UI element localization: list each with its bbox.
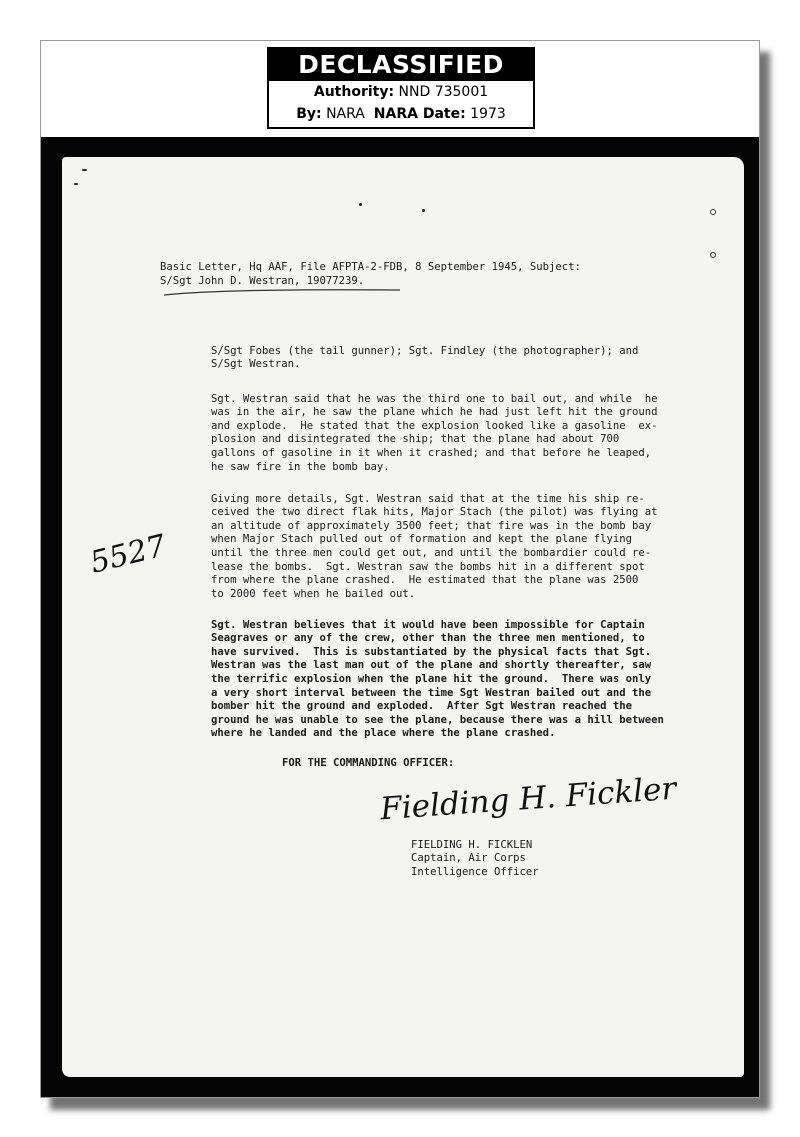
signature-block — [360, 825, 539, 893]
document-frame — [40, 40, 760, 1098]
signer-name: FIELDING H. FICKLEN — [411, 838, 533, 851]
paragraph-line: where he landed and the place where the plane crashed. — [211, 727, 556, 740]
paragraph-line: have survived. This is substantiated by the physical facts that Sgt. — [211, 645, 652, 658]
paragraph-line: he saw fire in the bomb bay. — [211, 460, 390, 473]
scan-speck — [710, 252, 716, 258]
signer-title: Intelligence Officer — [411, 865, 539, 878]
scan-speck — [74, 183, 78, 185]
paragraph-line: S/Sgt Westran. — [211, 358, 301, 371]
scan-speck — [422, 209, 425, 212]
paragraph-line: from where the plane crashed. He estimated that the plane was 2500 — [211, 574, 639, 587]
stamp-title: DECLASSIFIED — [269, 49, 533, 81]
stamp-date-value: 1973 — [470, 106, 506, 122]
stamp-authority-label: Authority: — [313, 84, 395, 100]
stamp-by-label: By: — [296, 106, 322, 122]
paragraph-line: Giving more details, Sgt. Westran said that at the time his ship re- — [211, 492, 645, 505]
paragraph-line: to 2000 feet when he bailed out. — [211, 587, 416, 600]
paragraph-line: until the three men could get out, and until the bombardier could re- — [211, 546, 652, 559]
paragraph-line: lease the bombs. Sgt. Westran saw the bombs hit in a different spot — [211, 560, 645, 573]
paragraph-line: Westran was the last man out of the plane and shortly thereafter, saw — [211, 659, 652, 672]
paragraph-line: Sgt. Westran said that he was the third one to bail out, and while he — [211, 392, 658, 405]
stamp-by-line — [269, 103, 533, 125]
closing-line: FOR THE COMMANDING OFFICER: — [282, 757, 455, 769]
paragraph-line: bomber hit the ground and exploded. After Sgt Westran reached the — [211, 700, 632, 713]
stamp-authority-line — [269, 81, 533, 103]
letter-header-line-1: Basic Letter, Hq AAF, File AFPTA-2-FDB, 8 September 1945, Subject: — [160, 261, 581, 273]
typewritten-letter — [62, 157, 744, 1077]
scan-speck — [359, 203, 362, 206]
header-underline — [162, 287, 402, 299]
stamp-authority-value: NND 735001 — [398, 84, 489, 100]
paragraph-line: plosion and disintegrated the ship; that the plane had about 700 — [211, 433, 620, 446]
stamp-date-label: NARA Date: — [373, 106, 466, 122]
paragraph-line: an altitude of approximately 3500 feet; that fire was in the bomb bay — [211, 519, 652, 532]
paragraph-line: a very short interval between the time Sgt Westran bailed out and the — [211, 686, 652, 699]
handwritten-margin-note: 5527 — [86, 528, 170, 581]
paragraph-line: the terrific explosion when the plane hit the ground. There was only — [211, 672, 652, 685]
paragraph-line: ground he was unable to see the plane, because there was a hill between — [211, 713, 664, 726]
paragraph-line: ceived the two direct flak hits, Major Stach (the pilot) was flying at — [211, 506, 658, 519]
paragraph-line: gallons of gasoline in it when it crashed; and that before he leaped, — [211, 446, 652, 459]
paragraph-line: was in the air, he saw the plane which he had just left hit the ground — [211, 406, 658, 419]
paragraph-line: and explode. He stated that the explosion looked like a gasoline ex- — [211, 419, 658, 432]
scanned-page — [41, 137, 759, 1097]
paragraph-line: when Major Stach pulled out of formation and kept the plane flying — [211, 533, 632, 546]
paragraph-4 — [160, 605, 664, 755]
paragraph-line: Seagraves or any of the crew, other than the three men mentioned, to — [211, 632, 645, 645]
handwritten-signature: Fielding H. Fickler — [379, 770, 678, 828]
paragraph-1 — [160, 331, 638, 385]
scan-speck — [82, 169, 87, 171]
stamp-by-value: NARA — [326, 106, 365, 122]
paragraph-2 — [160, 379, 658, 488]
declassified-stamp — [267, 47, 535, 129]
letter-header-line-2: S/Sgt John D. Westran, 19077239. — [160, 275, 365, 287]
paragraph-line: S/Sgt Fobes (the tail gunner); Sgt. Findley (the photographer); and — [211, 344, 639, 357]
scan-speck — [710, 209, 716, 215]
signer-rank: Captain, Air Corps — [411, 852, 526, 865]
paragraph-3 — [160, 479, 658, 615]
paragraph-line: Sgt. Westran believes that it would have been impossible for Captain — [211, 618, 645, 631]
